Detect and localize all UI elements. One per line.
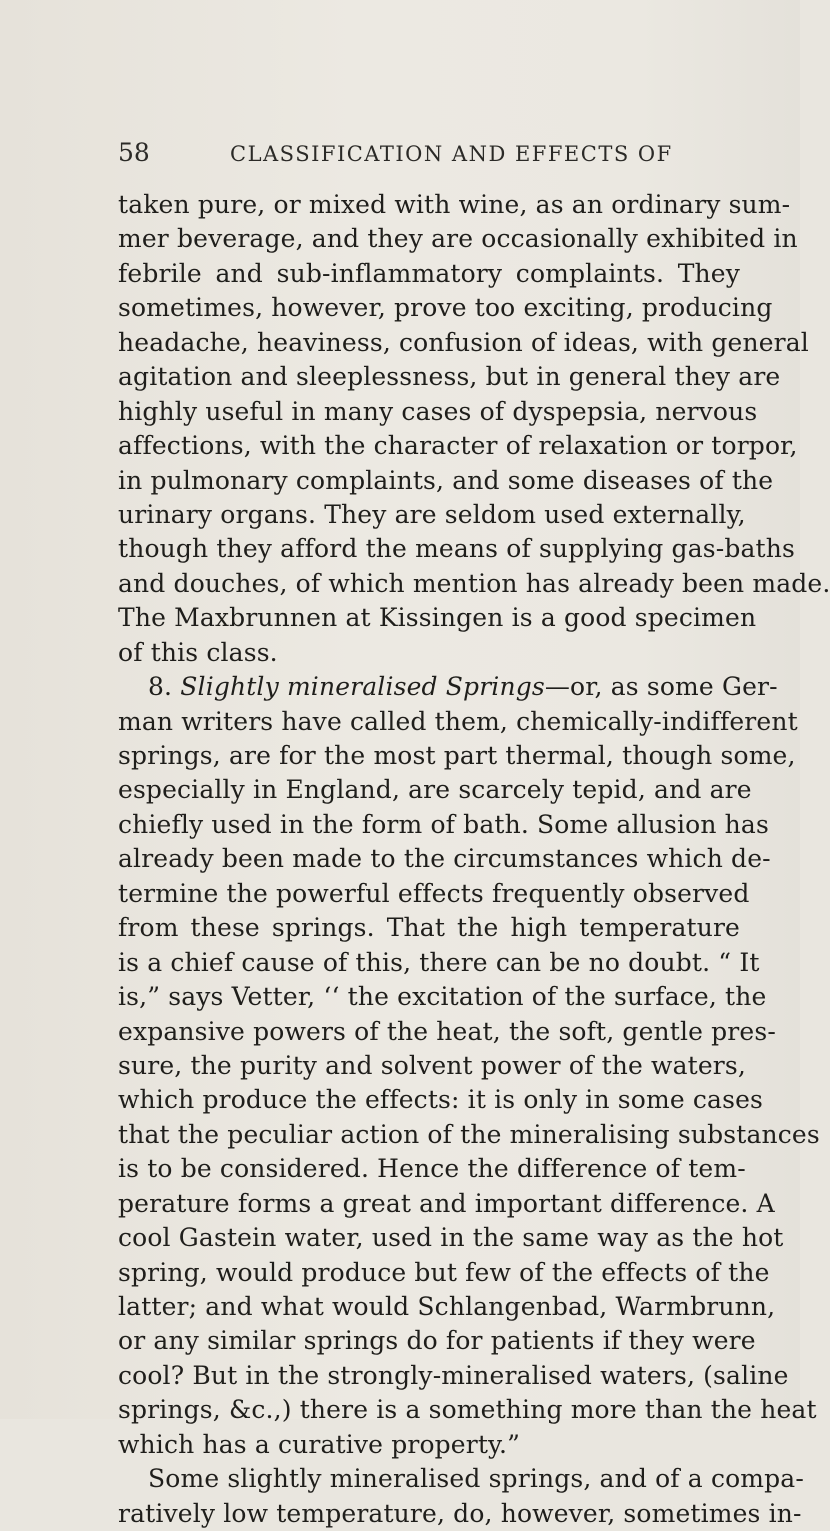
text-line: febrile and sub-inflammatory complaints. They: [118, 258, 740, 288]
text-line: perature forms a great and important difference. A: [118, 1188, 775, 1218]
text-line: is,” says Vetter, ‘‘ the excitation of the surface, the: [118, 982, 767, 1012]
section-heading-line: [118, 670, 778, 704]
text-line: headache, heaviness, confusion of ideas, with general: [118, 327, 809, 357]
text-line: and douches, of which mention has already been made.: [118, 568, 830, 598]
text-line: though they afford the means of supplying gas-baths: [118, 534, 795, 564]
text-line: expansive powers of the heat, the soft, gentle pres-: [118, 1016, 776, 1046]
text-line: taken pure, or mixed with wine, as an ordinary sum-: [118, 190, 791, 219]
text-line: already been made to the circumstances which de-: [118, 844, 771, 874]
text-line: termine the powerful effects frequently observed: [118, 878, 750, 908]
text-line: affections, with the character of relaxation or torpor,: [118, 431, 798, 461]
text-line: springs, &c.,) there is a something more than the heat: [118, 1395, 817, 1425]
text-line: Some slightly mineralised springs, and of a compa-: [148, 1464, 804, 1494]
text-line: that the peculiar action of the mineralising substances: [118, 1119, 820, 1149]
text-line: man writers have called them, chemically-indifferent: [118, 706, 798, 736]
section-title: Slightly mineralised Springs: [180, 672, 545, 702]
text-line: cool? But in the strongly-mineralised waters, (saline: [118, 1360, 789, 1390]
text-line: urinary organs. They are seldom used externally,: [118, 499, 746, 529]
text-line: highly useful in many cases of dyspepsia, nervous: [118, 396, 758, 426]
text-line: sure, the purity and solvent power of the waters,: [118, 1050, 746, 1080]
text-line: mer beverage, and they are occasionally exhibited in: [118, 224, 798, 254]
text-line: in pulmonary complaints, and some diseases of the: [118, 465, 774, 495]
text-line: agitation and sleeplessness, but in general they are: [118, 362, 781, 392]
page-header: [118, 138, 760, 178]
running-head: CLASSIFICATION AND EFFECTS OF: [230, 142, 673, 166]
text-line: especially in England, are scarcely tepid, and are: [118, 775, 752, 805]
text-line: which produce the effects: it is only in some cases: [118, 1085, 763, 1115]
text-line: ratively low temperature, do, however, sometimes in-: [118, 1498, 802, 1528]
text-line: springs, are for the most part thermal, though some,: [118, 741, 796, 770]
text-line: from these springs. That the high temperature: [118, 913, 740, 943]
section-number: 8.: [148, 672, 173, 702]
text-line: cool Gastein water, used in the same way as the hot: [118, 1223, 784, 1253]
text-line: is to be considered. Hence the difference of tem-: [118, 1154, 746, 1184]
text-line: of this class.: [118, 637, 278, 667]
text-line: chiefly used in the form of bath. Some allusion has: [118, 809, 769, 839]
body-text: [118, 188, 830, 1531]
page-number: 58: [118, 138, 150, 167]
text-line: is a chief cause of this, there can be no doubt. “ It: [118, 947, 760, 977]
section-heading-rest: —or, as some Ger-: [544, 672, 778, 702]
text-line: spring, would produce but few of the effects of the: [118, 1257, 770, 1287]
text-line: or any similar springs do for patients if they were: [118, 1326, 756, 1356]
text-line: The Maxbrunnen at Kissingen is a good specimen: [118, 603, 757, 633]
text-line: latter; and what would Schlangenbad, Warmbrunn,: [118, 1292, 776, 1321]
text-line: which has a curative property.”: [118, 1429, 521, 1459]
text-line: sometimes, however, prove too exciting, producing: [118, 293, 773, 323]
